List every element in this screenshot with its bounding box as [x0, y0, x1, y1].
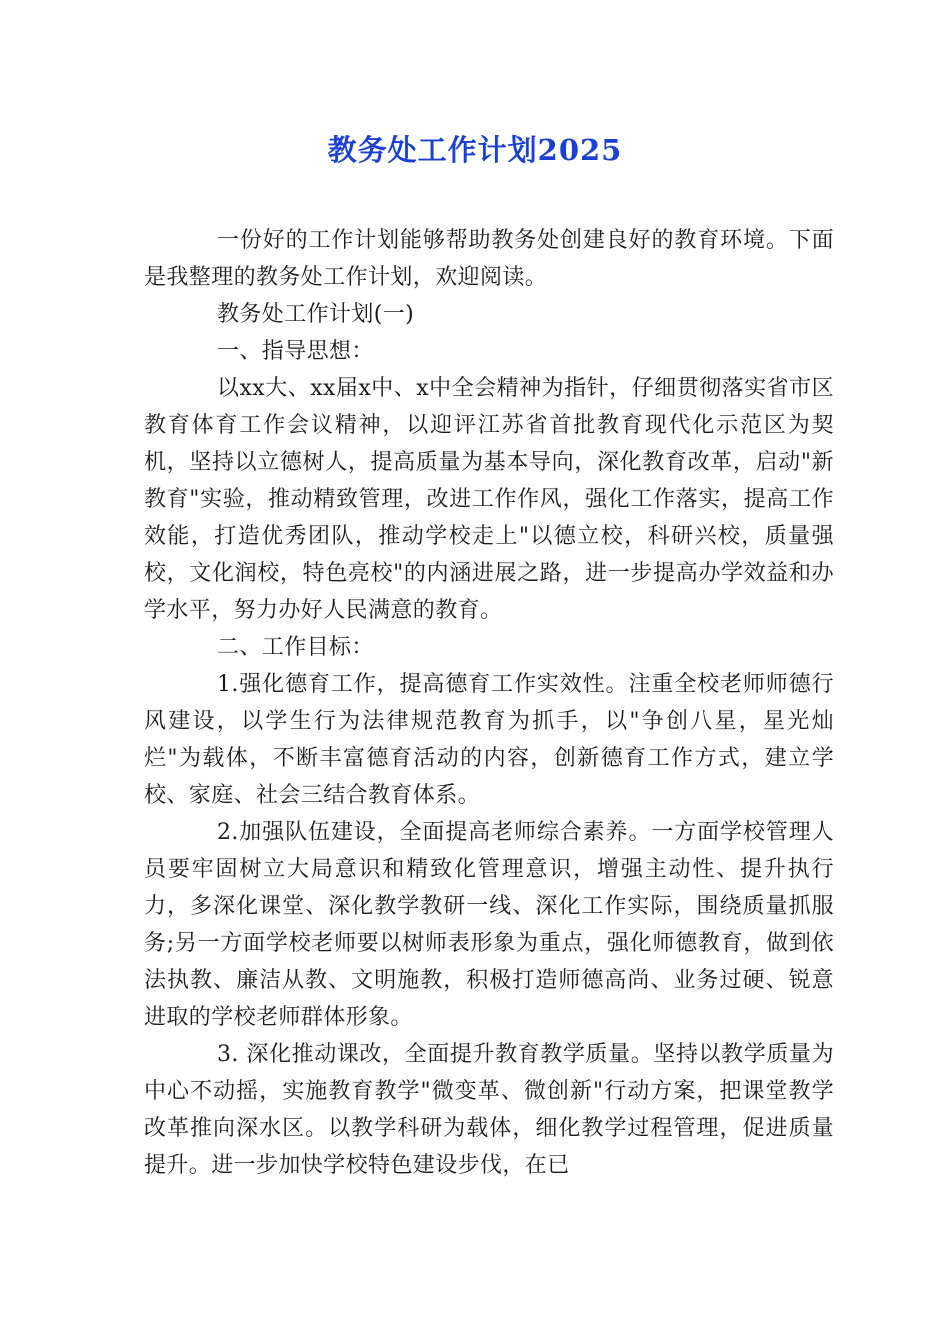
paragraph-goal-2: 2.加强队伍建设，全面提高老师综合素养。一方面学校管理人员要牢固树立大局意识和精致化管理意识，增强主动性、提升执行力，多深化课堂、深化教学教研一线、深化工作实际，围绕质量抓服务;另一方面学校老师要以树师表形象为重点，强化师德教育，做到依法执教、廉洁从教、文明施教，积极打造师德高尚、业务过硬、锐意进取的学校老师群体形象。 — [144, 820, 834, 1030]
heading-guiding-thought: 一、指导思想： — [217, 339, 374, 364]
paragraph-guiding-thought: 以xx大、xx届x中、x中全会精神为指针，仔细贯彻落实省市区教育体育工作会议精神，以迎评江苏省首批教育现代化示范区为契机，坚持以立德树人，提高质量为基本导向，深化教育改革，启动"新教育"实验，推动精致管理，改进工作作风，强化工作落实，提高工作效能，打造优秀团队，推动学校走上"以德立校，科研兴校，质量强校，文化润校，特色亮校"的内涵进展之路，进一步提高办学效益和办学水平，努力办好人民满意的教育。 — [144, 376, 834, 623]
section-heading-plan-one: 教务处工作计划(一) — [217, 302, 415, 327]
paragraph-goal-3: 3. 深化推动课改，全面提升教育教学质量。坚持以教学质量为中心不动摇，实施教育教学"微变革、微创新"行动方案，把课堂教学改革推向深水区。以教学科研为载体，细化教学过程管理，促进质量提升。进一步加快学校特色建设步伐，在已 — [144, 1042, 834, 1178]
intro-paragraph: 一份好的工作计划能够帮助教务处创建良好的教育环境。下面是我整理的教务处工作计划，欢迎阅读。 — [144, 228, 834, 290]
document-body — [144, 222, 834, 1184]
heading-work-goals: 二、工作目标： — [217, 635, 374, 660]
document-title: 教务处工作计划2025 — [327, 133, 623, 167]
paragraph-goal-1: 1.强化德育工作，提高德育工作实效性。注重全校老师师德行风建设，以学生行为法律规范教育为抓手，以"争创八星，星光灿烂"为载体，不断丰富德育活动的内容，创新德育工作方式，建立学校、家庭、社会三结合教育体系。 — [144, 672, 834, 808]
